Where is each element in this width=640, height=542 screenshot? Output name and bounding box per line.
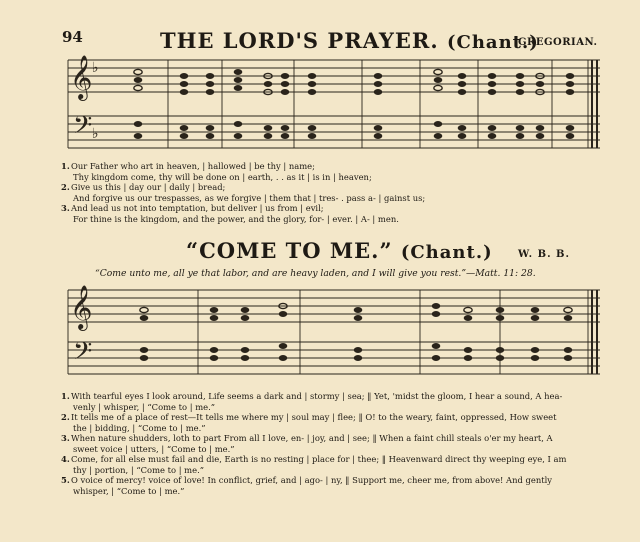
hymn1-verse-3: 3.And lead us not into temptation, but deliver | us from | evil; For thine is the kingdom, and the power, and the glory, for- | ever. | A- | men. bbox=[61, 203, 399, 224]
hymn1-composer: GREGORIAN. bbox=[518, 37, 598, 48]
note-head bbox=[354, 316, 362, 321]
hymn2-verse-4: 4.Come, for all else must fail and die, Earth is no resting | place for | thee; ‖ Heavenward direct thy weeping eye, I am thy | portion, | “Come to | me.” bbox=[61, 454, 567, 475]
hymn2-epigraph: “Come unto me, all ye that labor, and are heavy laden, and I will give you rest.”—Matt. 11: 28. bbox=[95, 268, 536, 279]
hymn2-verse-5: 5.O voice of mercy! voice of love! In conflict, grief, and | ago- | ny, ‖ Support me, cheer me, from above! And gently whisper, | “Come to | me.” bbox=[61, 475, 553, 496]
note-head bbox=[134, 69, 142, 74]
note-head bbox=[564, 348, 572, 353]
note-head bbox=[210, 308, 218, 313]
note-head bbox=[140, 316, 148, 321]
note-head bbox=[488, 90, 496, 95]
note-head bbox=[374, 90, 382, 95]
note-head bbox=[432, 304, 440, 309]
note-head bbox=[308, 90, 316, 95]
note-head bbox=[264, 134, 272, 139]
note-head bbox=[536, 126, 544, 131]
note-head bbox=[458, 90, 466, 95]
hymn2-verses bbox=[61, 391, 566, 496]
note-head bbox=[279, 344, 287, 349]
note-head bbox=[531, 316, 539, 321]
note-head bbox=[180, 126, 188, 131]
note-head bbox=[210, 316, 218, 321]
hymn2-verse-3: 3.When nature shudders, loth to part From all I love, en- | joy, and | see; ‖ When a faint chill steals o'er my heart, A sweet voice | utters, | “Come to | me.” bbox=[61, 433, 553, 454]
note-head bbox=[308, 82, 316, 87]
note-head bbox=[566, 82, 574, 87]
note-head bbox=[281, 74, 289, 79]
note-head bbox=[432, 312, 440, 317]
hymn1-verse-2: 2.Give us this | day our | daily | bread; And forgive us our trespasses, as we forgive | them that | tres- . pass a- | gainst us; bbox=[61, 182, 426, 203]
hymn2-chant-label: (Chant.) bbox=[400, 242, 493, 263]
note-head bbox=[234, 70, 242, 75]
note-head bbox=[281, 82, 289, 87]
note-head bbox=[564, 316, 572, 321]
note-head bbox=[434, 122, 442, 127]
note-head bbox=[458, 134, 466, 139]
note-head bbox=[434, 85, 442, 90]
note-head bbox=[206, 82, 214, 87]
page-number: 94 bbox=[62, 28, 83, 46]
note-head bbox=[374, 134, 382, 139]
note-head bbox=[140, 348, 148, 353]
note-head bbox=[264, 126, 272, 131]
note-head bbox=[140, 356, 148, 361]
note-head bbox=[180, 74, 188, 79]
note-head bbox=[308, 126, 316, 131]
note-head bbox=[488, 134, 496, 139]
note-head bbox=[464, 348, 472, 353]
note-head bbox=[206, 74, 214, 79]
note-head bbox=[496, 348, 504, 353]
treble-clef: 𝄞 bbox=[70, 55, 93, 99]
hymn1-chant-label: (Chant.) bbox=[446, 32, 539, 53]
note-head bbox=[134, 78, 142, 83]
flat-sign: ♭ bbox=[92, 126, 99, 142]
note-head bbox=[281, 126, 289, 131]
note-head bbox=[488, 74, 496, 79]
note-head bbox=[516, 82, 524, 87]
note-head bbox=[488, 126, 496, 131]
note-head bbox=[374, 74, 382, 79]
bass-clef: 𝄢 bbox=[73, 111, 93, 146]
note-head bbox=[180, 90, 188, 95]
note-head bbox=[566, 74, 574, 79]
note-head bbox=[279, 356, 287, 361]
note-head bbox=[434, 78, 442, 83]
note-head bbox=[241, 316, 249, 321]
note-head bbox=[536, 134, 544, 139]
note-head bbox=[536, 82, 544, 87]
hymn1-verse-1: 1.Our Father who art in heaven, | hallowed | be thy | name; Thy kingdom come, thy will be done on | earth, . . as it | is in | heaven; bbox=[61, 161, 372, 182]
note-head bbox=[134, 134, 142, 139]
note-head bbox=[496, 356, 504, 361]
note-head bbox=[264, 82, 272, 87]
note-head bbox=[234, 78, 242, 83]
note-head bbox=[488, 82, 496, 87]
note-head bbox=[308, 134, 316, 139]
note-head bbox=[374, 126, 382, 131]
note-head bbox=[516, 74, 524, 79]
bass-clef: 𝄢 bbox=[73, 337, 93, 372]
note-head bbox=[432, 344, 440, 349]
note-head bbox=[354, 356, 362, 361]
hymn1-title-text: THE LORD'S PRAYER. bbox=[160, 28, 439, 53]
note-head bbox=[374, 82, 382, 87]
note-head bbox=[464, 356, 472, 361]
note-head bbox=[434, 134, 442, 139]
note-head bbox=[206, 126, 214, 131]
note-head bbox=[354, 308, 362, 313]
note-head bbox=[234, 134, 242, 139]
note-head bbox=[566, 90, 574, 95]
note-head bbox=[241, 308, 249, 313]
note-head bbox=[206, 90, 214, 95]
note-head bbox=[458, 126, 466, 131]
note-head bbox=[210, 356, 218, 361]
note-head bbox=[464, 316, 472, 321]
note-head bbox=[241, 356, 249, 361]
note-head bbox=[354, 348, 362, 353]
note-head bbox=[279, 312, 287, 317]
note-head bbox=[432, 356, 440, 361]
note-head bbox=[241, 348, 249, 353]
note-head bbox=[281, 90, 289, 95]
note-head bbox=[434, 69, 442, 74]
note-head bbox=[140, 307, 148, 312]
note-head bbox=[531, 348, 539, 353]
note-head bbox=[134, 85, 142, 90]
note-head bbox=[458, 74, 466, 79]
note-head bbox=[566, 126, 574, 131]
note-head bbox=[531, 356, 539, 361]
hymn1-verses bbox=[61, 161, 425, 224]
hymn2-composer: W. B. B. bbox=[518, 249, 570, 260]
note-head bbox=[134, 122, 142, 127]
flat-sign: ♭ bbox=[92, 60, 99, 76]
note-head bbox=[281, 134, 289, 139]
note-head bbox=[234, 122, 242, 127]
note-head bbox=[180, 134, 188, 139]
note-head bbox=[566, 134, 574, 139]
hymn2-verse-1: 1.With tearful eyes I look around, Life seems a dark and | stormy | sea; ‖ Yet, 'midst the gloom, I hear a sound, A hea- venly | whisper, | “Come to | me.” bbox=[61, 391, 563, 412]
hymn2-title bbox=[186, 238, 493, 263]
note-head bbox=[564, 356, 572, 361]
note-head bbox=[516, 126, 524, 131]
hymn2-title-text: “COME TO ME.” bbox=[186, 238, 393, 263]
note-head bbox=[308, 74, 316, 79]
note-head bbox=[564, 307, 572, 312]
note-head bbox=[458, 82, 466, 87]
note-head bbox=[464, 307, 472, 312]
note-head bbox=[516, 90, 524, 95]
note-head bbox=[234, 86, 242, 91]
treble-clef: 𝄞 bbox=[70, 285, 93, 329]
note-head bbox=[210, 348, 218, 353]
note-head bbox=[496, 308, 504, 313]
note-head bbox=[531, 308, 539, 313]
note-head bbox=[516, 134, 524, 139]
note-head bbox=[206, 134, 214, 139]
hymn2-verse-2: 2.It tells me of a place of rest—It tells me where my | soul may | flee; ‖ O! to the weary, faint, oppressed, How sweet the | bidding, | “Come to | me.” bbox=[61, 412, 557, 433]
note-head bbox=[180, 82, 188, 87]
note-head bbox=[496, 316, 504, 321]
